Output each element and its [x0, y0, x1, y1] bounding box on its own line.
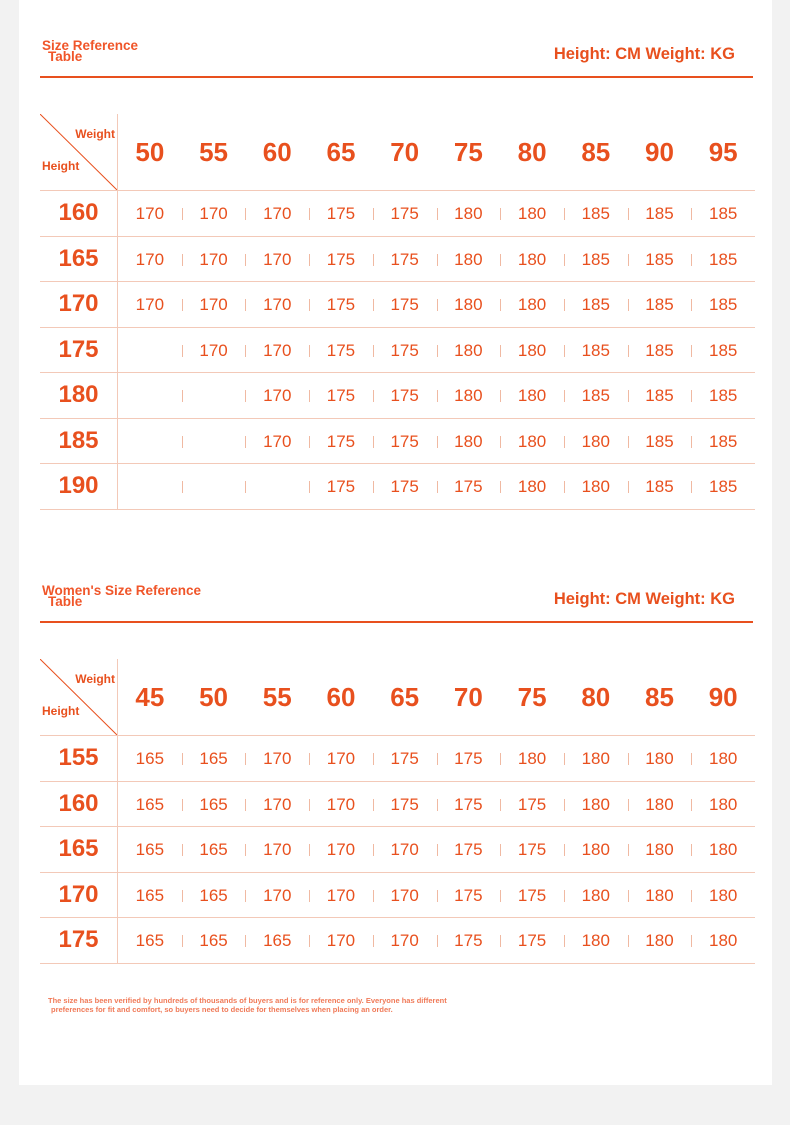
size-cell — [182, 464, 246, 509]
size-cell: 175 — [437, 736, 501, 781]
size-cell: 165 — [182, 736, 246, 781]
table-row — [40, 373, 755, 419]
size-cell: 180 — [564, 419, 628, 464]
size-cell: 170 — [245, 328, 309, 373]
size-cell: 185 — [691, 464, 755, 509]
height-row-header: 155 — [40, 736, 118, 781]
size-cells — [118, 918, 755, 963]
disclaimer-line2: preferences for fit and comfort, so buyers need to decide for themselves when placing an order. — [51, 1005, 393, 1014]
size-cell: 170 — [135, 249, 165, 269]
weight-col-header: 85 — [645, 682, 674, 712]
size-cell: 175 — [437, 827, 501, 872]
size-cell: 165 — [135, 794, 165, 814]
weight-col-header: 45 — [135, 682, 165, 712]
size-cell: 180 — [628, 827, 692, 872]
size-cell: 175 — [373, 419, 437, 464]
size-cell — [182, 419, 246, 464]
size-cell: 180 — [628, 873, 692, 918]
size-cell: 185 — [691, 419, 755, 464]
size-cell: 170 — [182, 328, 246, 373]
size-chart-card — [19, 0, 772, 1085]
table-row — [40, 782, 755, 828]
table-row — [40, 282, 755, 328]
size-cell — [118, 464, 182, 509]
women-title-line1: Women's Size Reference — [42, 583, 202, 598]
size-cell: 180 — [564, 736, 628, 781]
weight-col-header: 80 — [581, 682, 611, 712]
men-corner-cell — [40, 114, 118, 190]
size-cell: 165 — [135, 885, 165, 905]
size-cells — [118, 464, 755, 509]
size-cell: 175 — [373, 736, 437, 781]
size-cells — [118, 282, 755, 327]
size-cell: 170 — [373, 873, 437, 918]
height-row-header: 175 — [40, 328, 118, 373]
size-cell: 175 — [437, 918, 501, 963]
women-title-line2: Table — [48, 594, 83, 609]
height-row-header: 170 — [40, 282, 118, 327]
men-title-divider — [40, 76, 753, 78]
size-cell: 170 — [182, 191, 246, 236]
weight-col-header: 85 — [581, 137, 611, 167]
men-height-axis-label: Height — [42, 159, 80, 173]
size-cell: 175 — [373, 782, 437, 827]
weight-col-header: 75 — [453, 137, 483, 167]
size-cell: 170 — [245, 237, 309, 282]
size-cell: 180 — [500, 419, 564, 464]
diagonal-divider-icon — [40, 114, 117, 190]
size-cell: 185 — [628, 419, 692, 464]
size-cell: 170 — [245, 736, 309, 781]
size-cells — [118, 419, 755, 464]
men-weight-axis-label: Weight — [75, 127, 115, 141]
size-cells — [118, 827, 755, 872]
size-cell: 185 — [628, 191, 692, 236]
size-cell: 165 — [135, 840, 165, 859]
women-section-title — [42, 585, 202, 607]
size-cell: 180 — [691, 827, 755, 872]
size-cell: 170 — [135, 295, 165, 314]
size-cell: 180 — [437, 328, 501, 373]
size-cell: 175 — [309, 237, 373, 282]
weight-col-header: 65 — [390, 682, 420, 712]
men-header-row — [40, 114, 755, 191]
height-row-header: 180 — [40, 373, 118, 418]
women-header-row — [40, 659, 755, 736]
size-cell: 180 — [500, 282, 564, 327]
size-cell: 180 — [564, 782, 628, 827]
size-cell: 180 — [628, 918, 692, 963]
size-cell: 185 — [564, 237, 628, 282]
size-cell: 180 — [564, 464, 628, 509]
men-weight-columns — [118, 114, 755, 190]
size-cell: 165 — [182, 873, 246, 918]
size-cell: 180 — [691, 736, 755, 781]
size-cell: 180 — [564, 827, 628, 872]
men-section-title — [42, 40, 202, 62]
weight-col-header: 70 — [453, 682, 483, 712]
size-cell: 180 — [564, 918, 628, 963]
size-cell: 180 — [437, 237, 501, 282]
size-cell: 165 — [135, 931, 165, 950]
size-cell: 180 — [500, 464, 564, 509]
size-cell: 175 — [373, 282, 437, 327]
men-units-label: Height: CM Weight: KG — [553, 45, 735, 63]
size-cell: 175 — [500, 827, 564, 872]
height-row-header: 160 — [40, 782, 118, 827]
table-row — [40, 191, 755, 237]
women-corner-cell — [40, 659, 118, 735]
size-cell: 180 — [691, 782, 755, 827]
size-cell: 180 — [437, 191, 501, 236]
size-cell: 175 — [309, 373, 373, 418]
size-cell: 175 — [437, 782, 501, 827]
men-title-line1: Size Reference — [42, 38, 139, 53]
size-cells — [118, 191, 755, 236]
size-cell: 185 — [564, 373, 628, 418]
size-cell: 170 — [309, 873, 373, 918]
size-cell: 185 — [628, 464, 692, 509]
height-row-header: 165 — [40, 237, 118, 282]
size-cell — [245, 464, 309, 509]
size-cell: 170 — [245, 191, 309, 236]
size-cell: 185 — [691, 328, 755, 373]
size-cell: 175 — [309, 191, 373, 236]
size-cell: 185 — [564, 282, 628, 327]
size-cell: 170 — [309, 782, 373, 827]
size-cell: 180 — [437, 282, 501, 327]
disclaimer-line1: The size has been verified by hundreds of thousands of buyers and is for reference only. Everyone has different — [48, 996, 447, 1005]
weight-col-header: 90 — [645, 137, 674, 167]
size-cell: 175 — [373, 191, 437, 236]
size-cell: 170 — [309, 918, 373, 963]
size-cell: 185 — [628, 237, 692, 282]
size-cell: 175 — [309, 328, 373, 373]
weight-col-header: 90 — [708, 682, 738, 712]
size-cell: 175 — [373, 373, 437, 418]
size-cell: 180 — [500, 328, 564, 373]
men-size-table — [40, 114, 755, 510]
size-cell: 180 — [500, 191, 564, 236]
size-cell: 180 — [500, 373, 564, 418]
size-cell: 170 — [245, 827, 309, 872]
size-cell: 185 — [564, 328, 628, 373]
size-cell: 175 — [437, 873, 501, 918]
size-cell: 170 — [245, 782, 309, 827]
size-cell: 185 — [691, 373, 755, 418]
size-cell: 170 — [245, 282, 309, 327]
weight-col-header: 60 — [326, 682, 356, 712]
table-row — [40, 328, 755, 374]
size-cells — [118, 782, 755, 827]
weight-col-header: 55 — [262, 682, 292, 712]
size-cell: 170 — [373, 827, 437, 872]
size-cell: 170 — [245, 373, 309, 418]
table-row — [40, 237, 755, 283]
size-cell: 175 — [309, 464, 373, 509]
table-row — [40, 873, 755, 919]
women-weight-columns — [118, 659, 755, 735]
size-cells — [118, 328, 755, 373]
height-row-header: 175 — [40, 918, 118, 963]
women-weight-axis-label: Weight — [75, 672, 115, 686]
diagonal-divider-icon — [40, 659, 117, 735]
size-cell: 185 — [628, 282, 692, 327]
size-cells — [118, 237, 755, 282]
weight-col-header: 75 — [517, 682, 547, 712]
height-row-header: 190 — [40, 464, 118, 509]
men-title-line2: Table — [48, 49, 83, 64]
size-cell: 175 — [500, 873, 564, 918]
weight-col-header: 70 — [390, 137, 420, 167]
size-cell: 175 — [309, 419, 373, 464]
size-cell — [182, 373, 246, 418]
size-cell: 170 — [135, 204, 165, 223]
table-row — [40, 736, 755, 782]
size-cell: 175 — [500, 782, 564, 827]
size-cell: 185 — [691, 282, 755, 327]
size-cells — [118, 373, 755, 418]
size-cell: 180 — [628, 736, 692, 781]
size-cells — [118, 873, 755, 918]
women-title-divider — [40, 621, 753, 623]
size-cell: 185 — [628, 328, 692, 373]
disclaimer-note — [48, 996, 568, 1014]
weight-col-header: 50 — [135, 137, 165, 167]
size-cell — [118, 328, 182, 373]
women-size-table — [40, 659, 755, 964]
size-cell: 170 — [309, 827, 373, 872]
height-row-header: 160 — [40, 191, 118, 236]
height-row-header: 185 — [40, 419, 118, 464]
size-cell: 180 — [437, 373, 501, 418]
men-table-body — [40, 191, 755, 510]
size-cell: 165 — [135, 749, 165, 768]
weight-col-header: 95 — [708, 137, 738, 167]
size-cell: 180 — [628, 782, 692, 827]
size-cell: 185 — [691, 191, 755, 236]
weight-col-header: 65 — [326, 137, 356, 167]
weight-col-header: 50 — [199, 682, 229, 712]
weight-col-header: 55 — [199, 137, 229, 167]
table-row — [40, 827, 755, 873]
size-cell: 165 — [182, 782, 246, 827]
size-cell: 180 — [564, 873, 628, 918]
size-cells — [118, 736, 755, 781]
size-cell: 185 — [628, 373, 692, 418]
size-cell: 180 — [691, 918, 755, 963]
size-cell: 165 — [245, 918, 309, 963]
size-cell — [118, 373, 182, 418]
size-cell: 175 — [500, 918, 564, 963]
size-cell: 170 — [245, 873, 309, 918]
women-table-body — [40, 736, 755, 964]
size-cell: 170 — [245, 419, 309, 464]
table-row — [40, 419, 755, 465]
size-cell: 170 — [182, 237, 246, 282]
size-cell: 170 — [373, 918, 437, 963]
height-row-header: 165 — [40, 827, 118, 872]
size-cell: 180 — [500, 237, 564, 282]
size-cell: 175 — [373, 237, 437, 282]
size-cell: 180 — [691, 873, 755, 918]
table-row — [40, 464, 755, 510]
size-cell: 170 — [309, 736, 373, 781]
table-row — [40, 918, 755, 964]
size-cell — [118, 419, 182, 464]
weight-col-header: 80 — [517, 137, 547, 167]
size-cell: 175 — [437, 464, 501, 509]
size-cell: 175 — [309, 282, 373, 327]
height-row-header: 170 — [40, 873, 118, 918]
size-cell: 185 — [691, 237, 755, 282]
weight-col-header: 60 — [262, 137, 292, 167]
women-height-axis-label: Height — [42, 704, 80, 718]
size-cell: 175 — [373, 464, 437, 509]
size-cell: 185 — [564, 191, 628, 236]
women-units-label: Height: CM Weight: KG — [553, 590, 735, 608]
size-cell: 180 — [500, 736, 564, 781]
size-cell: 180 — [437, 419, 501, 464]
size-cell: 170 — [182, 282, 246, 327]
size-cell: 165 — [182, 918, 246, 963]
size-cell: 165 — [182, 827, 246, 872]
size-cell: 175 — [373, 328, 437, 373]
